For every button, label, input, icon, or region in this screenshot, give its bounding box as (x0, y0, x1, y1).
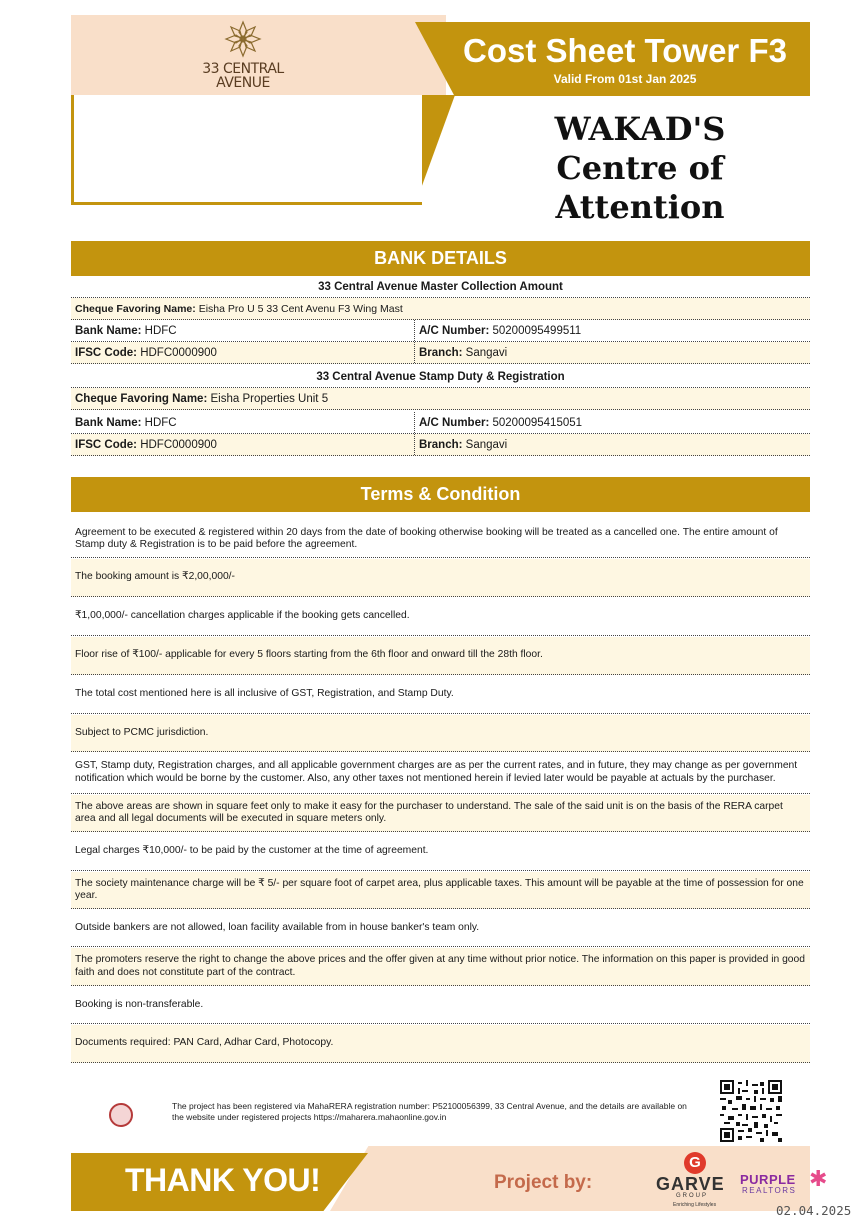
stamp-ifsc-row: IFSC Code: HDFC0000900 Branch: Sangavi (71, 434, 810, 456)
term-item: Outside bankers are not allowed, loan facility available from in house banker's team only. (71, 910, 810, 947)
term-item: Subject to PCMC jurisdiction. (71, 715, 810, 752)
maharera-seal-icon (109, 1103, 133, 1127)
blank-image-box (71, 95, 422, 205)
term-item: The booking amount is ₹2,00,000/- (71, 559, 810, 597)
terms-heading: Terms & Condition (71, 477, 810, 512)
term-item: Floor rise of ₹100/- applicable for every 5 floors starting from the 6th floor and onward till the 28th floor. (71, 637, 810, 675)
garve-tagline: Enriching Lifestyles (673, 1202, 717, 1208)
valid-from-text: Valid From 01st Jan 2025 (553, 72, 697, 86)
master-ifsc-row: IFSC Code: HDFC0000900 Branch: Sangavi (71, 342, 810, 364)
term-item: The society maintenance charge will be ₹ 5/- per square foot of carpet area, plus applicable taxes. This amount will be payable at the time of possession for one year. (71, 872, 810, 909)
qr-code-icon[interactable] (720, 1080, 782, 1142)
master-bank-row: Bank Name: HDFC A/C Number: 50200095499511 (71, 320, 810, 342)
stamp-bank-row: Bank Name: HDFC A/C Number: 50200095415051 (71, 412, 810, 434)
term-item: The promoters reserve the right to change the above prices and the offer given at any time without prior notice. The information on this paper is provided in good faith and does not constitute part of the contract. (71, 948, 810, 986)
term-item: Booking is non-transferable. (71, 987, 810, 1024)
rera-registration-text: The project has been registered via MahaRERA registration number: P52100056399, 33 Central Avenue, and the details are available on the website under registered projects https://maharera.mahaonline.gov.in (172, 1101, 687, 1122)
term-item: Agreement to be executed & registered within 20 days from the date of booking otherwise booking will be treated as a cancelled one. The entire amount of Stamp duty & Registration is to be paid before the agreement. (71, 521, 810, 558)
term-item: GST, Stamp duty, Registration charges, and all applicable government charges are as per the current rates, and in future, they may change as per government notification which would be borne by the customer. Also, any other taxes not mentioned herein if levied later would be payable at actuals by the purchaser. (71, 752, 810, 794)
master-collection-title: 33 Central Avenue Master Collection Amount (71, 276, 810, 298)
lotus-logo-icon (222, 18, 264, 60)
term-item: The above areas are shown in square feet only to make it easy for the purchaser to understand. The sale of the said unit is on the basis of the RERA carpet area and all legal documents will be executed in square meters only. (71, 795, 810, 832)
master-cheque-row: Cheque Favoring Name: Eisha Pro U 5 33 Cent Avenu F3 Wing Mast (71, 298, 810, 320)
project-by-label: Project by: (494, 1172, 593, 1193)
garve-logo-icon: G (684, 1152, 706, 1174)
term-item: The total cost mentioned here is all inclusive of GST, Registration, and Stamp Duty. (71, 676, 810, 714)
purple-logo-text: PURPLE (740, 1172, 796, 1187)
term-item: Legal charges ₹10,000/- to be paid by the customer at the time of agreement. (71, 833, 810, 871)
page-title: Cost Sheet Tower F3 (463, 32, 787, 69)
thank-you-text: THANK YOU! (125, 1162, 321, 1198)
term-item: Documents required: PAN Card, Adhar Card, Photocopy. (71, 1025, 810, 1063)
realtors-logo-text: REALTORS (742, 1186, 797, 1195)
tagline: WAKAD'S Centre of Attention (554, 110, 726, 226)
brand-logo-text: 33 CENTRAL AVENUE (202, 61, 284, 91)
bank-details-heading: BANK DETAILS (71, 241, 810, 276)
garve-logo-text: GARVE (656, 1174, 725, 1194)
stamp-cheque-row: Cheque Favoring Name: Eisha Properties Unit 5 (71, 388, 810, 410)
stamp-duty-title: 33 Central Avenue Stamp Duty & Registration (71, 366, 810, 388)
date-stamp: 02.04.2025 (776, 1203, 852, 1218)
term-item: ₹1,00,000/- cancellation charges applicable if the booking gets cancelled. (71, 598, 810, 636)
star-logo-icon: ✱ (809, 1166, 828, 1191)
garve-group-text: GROUP (676, 1193, 709, 1199)
